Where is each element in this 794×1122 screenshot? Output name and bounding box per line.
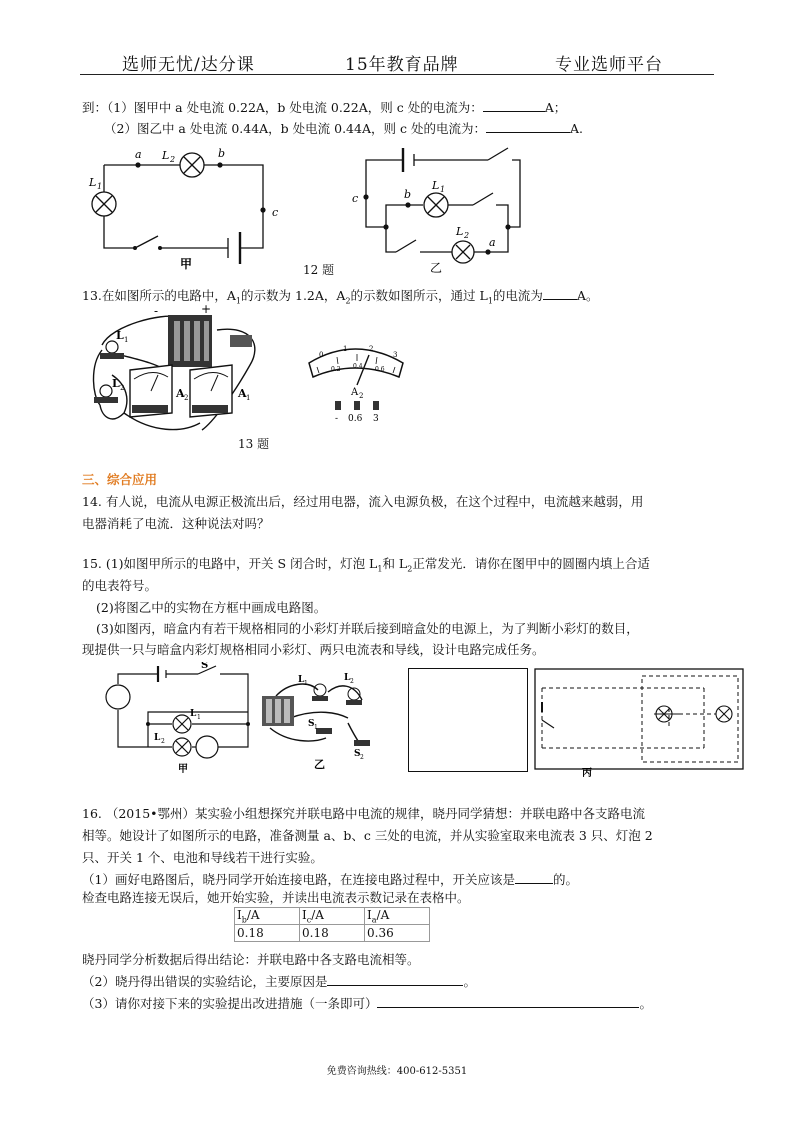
- svg-text:2: 2: [359, 392, 364, 400]
- table-row: [235, 925, 430, 942]
- svg-text:0.2: 0.2: [331, 366, 341, 373]
- svg-text:1: 1: [97, 182, 103, 191]
- label-L2: L: [162, 149, 170, 162]
- table-header-cell: $I_a/A$: [365, 908, 430, 925]
- svg-text:1: 1: [304, 680, 308, 687]
- label-a: a: [489, 236, 496, 249]
- label-b: b: [218, 147, 226, 160]
- figure-12-yi: [348, 140, 538, 275]
- bulb-L1: [314, 684, 326, 696]
- q12-line2: （2）图乙中 a 处电流 0.44A，b 处电流 0.44A，则 c 处的电流为： A.: [104, 121, 583, 136]
- table-cell: 0.18: [235, 925, 300, 942]
- ammeter-A2: [130, 365, 172, 417]
- ammeter-A1: [190, 365, 232, 417]
- q16-line5: 检查电路连接无误后，她开始实验，并读出电流表示数记录在表格中。: [82, 890, 470, 905]
- answer-blank[interactable]: [515, 871, 553, 884]
- table-cell: 0.36: [365, 925, 430, 942]
- q15-line1: 15. (1)如图甲所示的电路中，开关 S 闭合时，灯泡 $L_1$和 $L_2$正常发光．请你在图甲中的圆圈内填上合适: [82, 556, 650, 574]
- q16-line6: 晓丹同学分析数据后得出结论：并联电路中各支路电流相等。: [82, 952, 420, 967]
- svg-text:2: 2: [161, 738, 165, 745]
- q16-line4: （1）画好电路图后，晓丹同学开始连接电路，在连接电路过程中，开关应该是 的。: [82, 872, 578, 887]
- battery-pack: [168, 315, 212, 367]
- svg-text:L: L: [112, 377, 120, 390]
- section-title: 三、综合应用: [82, 472, 158, 487]
- svg-text:A: A: [238, 387, 247, 400]
- svg-text:A: A: [176, 387, 185, 400]
- svg-text:2: 2: [184, 394, 189, 402]
- q14-line1: 14. 有人说，电流从电源正极流出后，经过用电器，流入电源负极，在这个过程中，电流越来越弱，用: [82, 494, 644, 509]
- svg-text:1: 1: [343, 345, 348, 353]
- q16-line8: （3）请你对接下来的实验提出改进措施（一条即可） 。: [82, 996, 652, 1011]
- answer-blank[interactable]: [483, 99, 545, 112]
- table-header-cell: $I_b/A$: [235, 908, 300, 925]
- svg-text:S: S: [308, 719, 315, 729]
- table-cell: 0.18: [300, 925, 365, 942]
- svg-text:0.6: 0.6: [375, 366, 385, 373]
- figure-15-bing: [534, 668, 746, 780]
- header-rule: [80, 74, 714, 75]
- fig-label-yi: 乙: [314, 758, 325, 771]
- q12-caption: 12 题: [303, 263, 335, 277]
- q13-text: 13.在如图所示的电路中，$A_1$的示数为 1.2A，$A_2$的示数如图所示，通过 $L_1$的电流为 A。: [82, 288, 599, 306]
- svg-text:2: 2: [170, 155, 176, 164]
- switch-S2: [354, 740, 370, 746]
- svg-text:-: -: [335, 414, 339, 424]
- svg-text:3: 3: [373, 414, 379, 424]
- svg-text:2: 2: [369, 345, 374, 353]
- header-left: 选师无忧/达分课: [122, 55, 255, 75]
- svg-text:2: 2: [360, 754, 364, 761]
- label-a: a: [135, 148, 142, 161]
- svg-text:L: L: [190, 709, 197, 719]
- q16-line3: 只、开关 1 个、电池和导线若干进行实验。: [82, 850, 323, 865]
- figure-15-jia: [98, 662, 258, 777]
- label-L1: L: [89, 176, 97, 189]
- fig-label-jia: 甲: [180, 257, 193, 271]
- label-b: b: [404, 188, 412, 201]
- label-L1: L: [432, 179, 440, 192]
- svg-text:L: L: [344, 673, 351, 683]
- switch: [230, 335, 252, 347]
- svg-text:-: -: [154, 305, 159, 318]
- svg-text:1: 1: [197, 714, 201, 721]
- fig-label-jia: 甲: [178, 764, 188, 775]
- svg-text:0.4: 0.4: [353, 363, 363, 370]
- q16-line1: 16. （2015•鄂州）某实验小组想探究并联电路中电流的规律，晓丹同学猜想：并联电路中各支路电流: [82, 806, 646, 821]
- q13-caption: 13 题: [238, 437, 270, 451]
- label-c: c: [352, 192, 359, 205]
- answer-drawing-box[interactable]: [408, 668, 528, 772]
- svg-text:1: 1: [440, 185, 446, 194]
- svg-text:S: S: [201, 662, 209, 671]
- bulb-L2: [100, 385, 112, 397]
- label-c: c: [272, 206, 279, 219]
- figure-13-meter: [305, 333, 410, 428]
- table-header-row: [235, 908, 430, 925]
- svg-text:1: 1: [124, 336, 129, 344]
- svg-text:S: S: [354, 749, 361, 759]
- svg-text:2: 2: [120, 384, 125, 392]
- q15-line2: 的电表符号。: [82, 578, 158, 593]
- svg-text:2: 2: [350, 678, 354, 685]
- figure-13-apparatus: [82, 305, 272, 435]
- label-L2: L: [456, 225, 464, 238]
- q12-line1: 到：（1）图甲中 a 处电流 0.22A，b 处电流 0.22A，则 c 处的电流为： A；: [82, 100, 567, 115]
- answer-blank[interactable]: [543, 287, 577, 300]
- switch-S1: [316, 728, 332, 734]
- footer-hotline: 免费咨询热线：400-612-5351: [326, 1066, 468, 1077]
- svg-text:2: 2: [464, 231, 470, 240]
- header-center: 15年教育品牌: [345, 55, 459, 75]
- meter-circle[interactable]: [106, 685, 130, 709]
- q15-line5: 现提供一只与暗盒内彩灯规格相同小彩灯、两只电流表和导线，设计电路完成任务。: [82, 642, 545, 657]
- svg-text:A: A: [351, 387, 359, 398]
- svg-text:L: L: [116, 329, 124, 342]
- q16-line2: 相等。她设计了如图所示的电路，准备测量 a、b、c 三处的电流，并从实验室取来电流表 3 只、灯泡 2: [82, 828, 653, 843]
- figure-12-jia: [80, 140, 280, 275]
- answer-blank[interactable]: [377, 995, 639, 1008]
- svg-text:3: 3: [393, 351, 398, 359]
- q15-line4: (3)如图丙，暗盒内有若干规格相同的小彩灯并联后接到暗盒处的电源上，为了判断小彩灯的数目，: [96, 621, 639, 636]
- answer-blank[interactable]: [486, 120, 570, 133]
- figure-15-yi: [258, 668, 378, 773]
- battery-pack: [262, 696, 294, 726]
- svg-text:1: 1: [314, 724, 318, 731]
- svg-text:0.6: 0.6: [348, 414, 363, 424]
- q15-line3: (2)将图乙中的实物在方框中画成电路图。: [96, 600, 327, 615]
- svg-text:+: +: [201, 305, 212, 316]
- svg-text:1: 1: [246, 394, 251, 402]
- q14-line2: 电器消耗了电流．这种说法对吗？: [82, 516, 270, 531]
- bulb-L1: [106, 341, 118, 353]
- svg-text:0: 0: [319, 351, 324, 359]
- header-right: 专业选师平台: [555, 55, 663, 75]
- svg-text:L: L: [154, 733, 161, 743]
- meter-circle[interactable]: [196, 736, 218, 758]
- data-table: [234, 907, 430, 942]
- answer-blank[interactable]: [327, 973, 463, 986]
- svg-text:L: L: [298, 675, 305, 685]
- fig-label-yi: 乙: [430, 261, 443, 275]
- fig-label-bing: 丙: [582, 768, 592, 779]
- table-header-cell: $I_c/A$: [300, 908, 365, 925]
- q16-line7: （2）晓丹得出错误的实验结论，主要原因是 。: [82, 974, 476, 989]
